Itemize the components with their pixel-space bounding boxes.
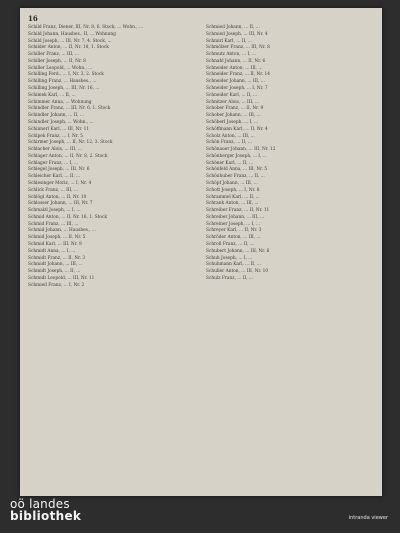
- directory-entry: Schreiner Joseph, ... I, ...: [206, 221, 261, 227]
- directory-entry: Schmidt Joseph, ... II, ...: [28, 269, 81, 275]
- directory-entry: Schild Joseph, ... III, Nr. 7, 4. Stock, ...: [28, 38, 112, 44]
- directory-entry: Schönauer Johann, ... III, Nr. 12: [206, 147, 276, 153]
- directory-entry: Schirmer Joseph, ... II, Nr. 12, 3. Stock: [28, 140, 113, 146]
- directory-entry: Schild Franz, Diener, III, Nr. 8, 6. Stock, ... Wohn., ...: [28, 25, 144, 30]
- directory-entry: Schönfeld Anna, ... III, Nr. 5: [206, 167, 268, 173]
- directory-entry: Schilling Joseph, ... III, Nr. 16, ...: [28, 86, 100, 92]
- directory-entry: Schober Franz, ... II, Nr. 9: [206, 106, 264, 112]
- directory-entry: Schneider Johann, ... III, ...: [206, 79, 265, 85]
- directory-entry: Schuller Anton, ... III, Nr. 10: [206, 269, 269, 275]
- directory-entry: Schuhmann Karl, ... II, ...: [206, 262, 261, 268]
- directory-entry: Schlegel Joseph, ... III, Nr. 6: [28, 167, 90, 173]
- directory-entry: Schild Johann, Hausbes., II, ... Wohnung: [28, 31, 116, 37]
- directory-entry: Schleicher Karl, ... II, ...: [28, 174, 81, 180]
- directory-entry: Schmutz Anton, ... I, ...: [206, 52, 256, 58]
- directory-entry: Schipek Franz, ... I, Nr. 5: [28, 133, 83, 139]
- directory-entry: Schilling Franz, ... Hausbes., ...: [28, 79, 97, 85]
- directory-entry: Schönberger Joseph, ... I, ...: [206, 153, 267, 159]
- directory-entry: Schroll Franz, ... II, ...: [206, 242, 254, 247]
- directory-entry: Schindler Johann, ... II, ...: [28, 113, 84, 119]
- directory-entry: Schilling Ferd., ... I, Nr. 3, 2. Stock: [28, 72, 104, 78]
- directory-entry: Schreiber Johann, ... III, ...: [206, 214, 265, 220]
- logo-line2: bibliothek: [10, 509, 82, 523]
- directory-entry: Schott Joseph, ... I, Nr. 8: [206, 187, 260, 193]
- directory-entry: Schinnerl Karl, ... III, Nr. 11: [28, 126, 90, 132]
- directory-entry: Schönhuber Franz, ... II, ...: [206, 174, 265, 180]
- directory-entry: Schöberl Joseph, ... I, ...: [206, 119, 259, 125]
- directory-entry: Schmidt Johann, ... III, ...: [28, 262, 83, 268]
- directory-entry: Schmied Johann, ... II, ...: [206, 25, 260, 30]
- directory-entry: Schrammel Karl, ... II, ...: [206, 194, 260, 200]
- directory-entry: Schmidt Leopold, ... III, Nr. 11: [28, 275, 95, 281]
- directory-entry: Schmied Joseph, ... III, Nr. 4: [206, 31, 268, 37]
- directory-entry: Schöpf Johann, ... III, ...: [206, 180, 258, 186]
- directory-entry: Schmidt Franz, ... II, Nr. 3: [28, 255, 86, 261]
- page-number: 16: [28, 14, 38, 23]
- library-logo[interactable]: [10, 498, 81, 522]
- directory-entry: Schubert Johann, ... III, Nr. 6: [206, 248, 270, 254]
- directory-entry: Schindler Franz, ... III, Nr. 6, 1. Stock: [28, 106, 111, 112]
- right-column: [206, 26, 374, 284]
- directory-entry: Schuh Joseph, ... I, ...: [206, 255, 253, 261]
- directory-entry: Schiller Franz, ... III, ...: [28, 52, 79, 58]
- directory-entry: Schnabl Johann, ... II, Nr. 6: [206, 58, 266, 64]
- directory-entry: Schneider Franz, ... II, Nr. 14: [206, 72, 271, 78]
- directory-entry: Schmirl Karl, ... II, ...: [206, 38, 252, 44]
- directory-entry: Schmid Franz, ... III, ...: [28, 221, 79, 227]
- left-column: [28, 26, 196, 290]
- directory-entry: Schimmer Anna, ... Wohnung: [28, 99, 92, 105]
- directory-entry: Schlager Franz, ... I, ...: [28, 160, 79, 166]
- directory-entry: Schulz Franz, ... II, ...: [206, 275, 253, 281]
- directory-entry: Schmied Franz, ... I, Nr. 2: [28, 282, 85, 288]
- directory-entry: Schlick Franz, ... III, ...: [28, 187, 78, 193]
- directory-entry: Schmid Karl, ... III, Nr. 9: [28, 242, 82, 247]
- directory-entry: Schober Johann, ... III, ...: [206, 113, 261, 119]
- directory-entry: Scholz Anton, ... III, ...: [206, 133, 255, 139]
- directory-entry: Schön Franz, ... II, ...: [206, 140, 252, 146]
- directory-entry: Schneider Anton, ... III, ...: [206, 65, 263, 71]
- directory-entry: Schindler Joseph, ... Wohn., ...: [28, 119, 94, 125]
- directory-entry: Schmid Anton, ... II, Nr. 16, 1. Stock: [28, 214, 107, 220]
- directory-entry: Schlögl Anton, ... II, Nr. 10: [28, 194, 87, 200]
- directory-entry: Schneider Karl, ... II, ...: [206, 92, 258, 98]
- directory-entry: Schöner Karl, ... II, ...: [206, 160, 254, 166]
- directory-entry: Schiller Joseph, ... II, Nr. 8: [28, 58, 86, 64]
- directory-entry: Schnitzer Alois, ... III, ...: [206, 99, 259, 105]
- directory-entry: Schlacher Alois, ... III, ...: [28, 147, 82, 153]
- directory-entry: Schmalzl Joseph, ... I, ...: [28, 208, 81, 214]
- directory-entry: Schöffmann Karl, ... II, Nr. 4: [206, 126, 268, 132]
- directory-entry: Schrank Anton, ... III, ...: [206, 201, 259, 207]
- directory-entry: Schimek Karl, ... II, ...: [28, 92, 76, 98]
- directory-entry: Schmid Joseph, ... II, Nr. 5: [28, 235, 86, 241]
- directory-entry: Schreiber Franz, ... II, Nr. 11: [206, 208, 270, 214]
- scanned-page: [20, 8, 382, 496]
- directory-entry: Schiller Leopold, ... Wohn., ...: [28, 65, 93, 71]
- directory-entry: Schmid Johann, ... Hausbes., ...: [28, 228, 97, 234]
- viewer-link[interactable]: intranda viewer: [348, 515, 388, 521]
- directory-entry: Schlosser Johann, ... III, Nr. 7: [28, 201, 93, 207]
- directory-entry: Schlager Anton, ... II, Nr. 8, 2. Stock: [28, 153, 108, 159]
- logo-line1: oö landes: [10, 497, 70, 511]
- directory-entry: Schlesinger Moriz, ... I, Nr. 4: [28, 180, 92, 186]
- directory-entry: Schneider Joseph, ... I, Nr. 7: [206, 86, 268, 92]
- directory-entry: Schmölzer Franz, ... III, Nr. 8: [206, 45, 270, 51]
- directory-entry: Schilder Anton, ... II, Nr. 18, 1. Stock: [28, 45, 109, 51]
- directory-entry: Schreyer Karl, ... II, Nr. 3: [206, 228, 262, 234]
- directory-entry: Schmidt Anna, ... I, ...: [28, 248, 76, 254]
- directory-entry: Schröder Anton, ... III, ...: [206, 235, 261, 241]
